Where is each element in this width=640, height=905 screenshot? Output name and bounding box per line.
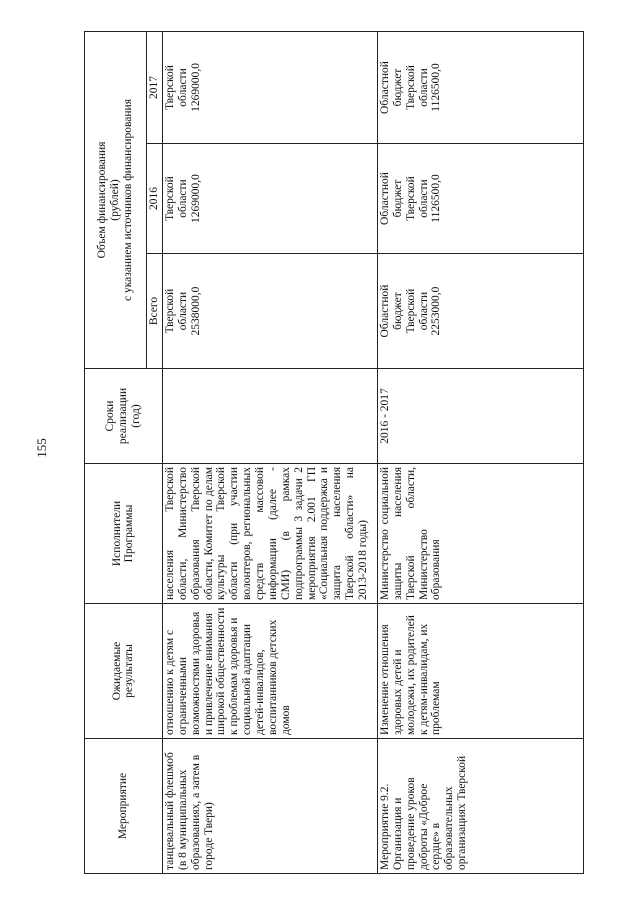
header-funding: Объем финансирования (рублей) с указанием источников финансирования <box>85 31 147 368</box>
cell-event: Мероприятие 9.2. Организация и проведение уроков доброты «Доброе сердце» в образовательных организациях Тверской <box>377 739 583 874</box>
header-2016: 2016 <box>147 144 163 254</box>
cell-terms <box>162 369 377 464</box>
page-number: 155 <box>34 438 49 458</box>
header-results: Ожидаемые результаты <box>85 604 163 739</box>
header-event: Мероприятие <box>85 739 163 874</box>
table-container <box>84 32 584 874</box>
header-executors: Исполнители Программы <box>85 464 163 604</box>
cell-executors: Министерство социальной защиты населения Тверской области, Министерство образования <box>377 464 583 604</box>
cell-2016: Областной бюджет Тверской области 1126500,0 <box>377 144 583 254</box>
table-row <box>162 31 377 873</box>
cell-terms: 2016 - 2017 <box>377 369 583 464</box>
cell-total: Областной бюджет Тверской области 2253000,0 <box>377 254 583 369</box>
cell-results: Изменение отношения здоровых детей и молодежи, их родителей к детям-инвалидам, их проблемам <box>377 604 583 739</box>
cell-results: отношению к детям с ограниченными возможностями здоровья и привлечение внимания широкой общественности к проблемам здоровья и социальной адаптации детей-инвалидов, воспитанников детских домов <box>162 604 377 739</box>
cell-2017: Областной бюджет Тверской области 1126500,0 <box>377 31 583 143</box>
cell-2017: Тверской области 1269000,0 <box>162 31 377 143</box>
header-2017: 2017 <box>147 31 163 143</box>
cell-2016: Тверской области 1269000,0 <box>162 144 377 254</box>
rotated-table-frame <box>84 32 584 874</box>
table-row <box>377 31 583 873</box>
header-total: Всего <box>147 254 163 369</box>
cell-executors: населения Тверской области, Министерство образования Тверской области, Комитет по делам культуры Тверской области (при участии волонтеров, региональных средств массовой информации (далее - СМИ) (в рамках подпрограммы 3 задачи 2 мероприятия 2.001 ГП «Социальная поддержка и защита населения Тверской области» на 2013-2018 годы) <box>162 464 377 604</box>
cell-total: Тверской области 2538000,0 <box>162 254 377 369</box>
program-table <box>84 31 584 874</box>
header-row <box>85 31 147 873</box>
header-terms: Сроки реализации (год) <box>85 369 163 464</box>
cell-event: танцевальный флешмоб (в 8 муниципальных образованиях, а затем в городе Твери) <box>162 739 377 874</box>
